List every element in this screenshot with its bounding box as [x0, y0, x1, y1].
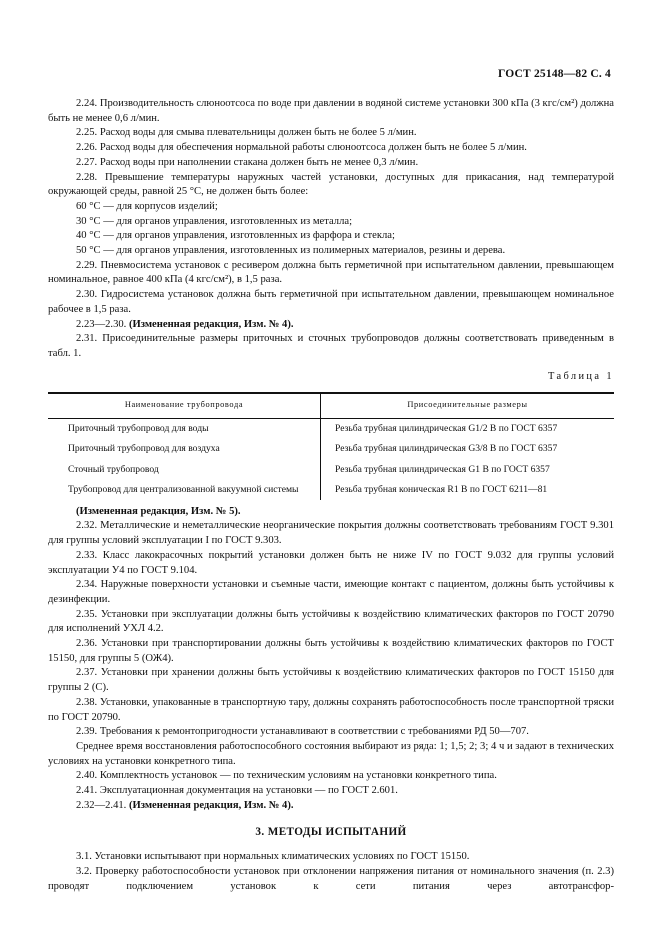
clause-paragraph: Среднее время восстановления работоспособного состояния выбирают из ряда: 1; 1,5; 2; 3; 4 ч и задают в технических условиях на установки конкретного типа. — [48, 740, 614, 767]
clause-paragraph: 2.38. Установки, упакованные в транспортную тару, должны сохранять работоспособность после транспортной тряски по ГОСТ 20790. — [48, 696, 614, 723]
table-row — [48, 460, 614, 480]
page-header: ГОСТ 25148—82 С. 4 — [498, 68, 611, 80]
clause-paragraph: 2.34. Наружные поверхности установки и съемные части, имеющие контакт с пациентом, должны быть устойчивы к дезинфекции. — [48, 579, 614, 605]
document-body — [48, 97, 614, 894]
clause-paragraph: 40 °С — для органов управления, изготовленных из фарфора и стекла; — [76, 230, 395, 242]
clause-paragraph: 30 °С — для органов управления, изготовленных из металла; — [76, 215, 353, 227]
table-cell-dimensions: Резьба трубная цилиндрическая G3/8 В по ГОСТ 6357 — [321, 439, 615, 459]
clauses-block-1 — [48, 97, 614, 362]
clauses-block-3 — [48, 850, 614, 894]
clause-paragraph: 2.30. Гидросистема установок должна быть герметичной при испытательном давлении, превышающем номинальное рабочее в 1,5 раза. — [48, 289, 614, 315]
table-cell-pipeline: Приточный трубопровод для воды — [68, 423, 209, 435]
clause-paragraph: 2.24. Производительность слюноотсоса по воде при давлении в водяной системе установки 300 кПа (3 кгс/см²) должна быть не менее 0,6 л/мин. — [48, 98, 614, 124]
table-cell-pipeline: Трубопровод для централизованной вакуумной системы — [68, 484, 299, 496]
clause-paragraph: 2.31. Присоединительные размеры приточных и сточных трубопроводов должны соответствовать приведенным в табл. 1. — [48, 333, 614, 359]
clause-paragraph: 2.36. Установки при транспортировании должны быть устойчивы к воздействию климатических факторов по ГОСТ 15150, для группы 5 (ОЖ4). — [48, 638, 614, 664]
table-cell-dimensions: Резьба трубная цилиндрическая G1/2 В по ГОСТ 6357 — [321, 419, 615, 440]
table-header-row — [48, 393, 614, 418]
clause-paragraph: (Измененная редакция, Изм. № 5). — [76, 505, 241, 517]
clause-paragraph: 2.25. Расход воды для смыва плевательницы должен быть не более 5 л/мин. — [76, 127, 417, 139]
table-cell-dimensions: Резьба трубная коническая R1 В по ГОСТ 6211—81 — [321, 480, 615, 499]
table-cell-dimensions: Резьба трубная цилиндрическая G1 В по ГОСТ 6357 — [321, 460, 615, 480]
clause-paragraph: 2.33. Класс лакокрасочных покрытий установки должен быть не ниже IV по ГОСТ 9.032 для группы условий эксплуатации У4 по ГОСТ 9.104. — [48, 549, 614, 576]
table-cell-pipeline: Приточный трубопровод для воздуха — [68, 443, 220, 455]
clause-paragraph: 50 °С — для органов управления, изготовленных из полимерных материалов, резины и дерева. — [76, 245, 506, 257]
clause-paragraph: 2.23—2.30. (Измененная редакция, Изм. № 4). — [76, 318, 294, 330]
table-row — [48, 480, 614, 499]
clause-paragraph: 2.35. Установки при эксплуатации должны быть устойчивы к воздействию климатических факторов по ГОСТ 20790 для исполнений УХЛ 4.2. — [48, 608, 614, 635]
table-row — [48, 419, 614, 440]
clause-paragraph: 3.1. Установки испытывают при нормальных климатических условиях по ГОСТ 15150. — [76, 851, 470, 863]
table-row — [48, 439, 614, 459]
clause-paragraph: 2.41. Эксплуатационная документация на установки — по ГОСТ 2.601. — [76, 785, 398, 797]
table-cell-pipeline: Сточный трубопровод — [68, 463, 159, 475]
clause-paragraph: 2.40. Комплектность установок — по техническим условиям на установки конкретного типа. — [76, 770, 497, 782]
clause-paragraph: 2.37. Установки при хранении должны быть устойчивы к воздействию климатических факторов по ГОСТ 15150 для группы 2 (С). — [48, 667, 614, 694]
table-header-dimensions: Присоединительные размеры — [321, 393, 615, 418]
clause-paragraph: 2.29. Пневмосистема установок с ресивером должна быть герметичной при испытательном давлении, превышающем номинальное, равное 400 кПа (4 кгс/см²), в 1,5 раза. — [48, 259, 614, 286]
clause-paragraph: 60 °С — для корпусов изделий; — [76, 200, 218, 212]
clause-paragraph: 3.2. Проверку работоспособности установок при отклонении напряжения питания от номинального значения (п. 2.3) проводят подключением установок к сети питания через автотрансфор- — [48, 865, 614, 892]
pipeline-table — [48, 392, 614, 499]
table-caption: Таблица 1 — [547, 370, 614, 382]
clauses-block-2 — [48, 505, 614, 814]
clause-paragraph: 2.32. Металлические и неметаллические неорганические покрытия должны соответствовать требованиям ГОСТ 9.301 для группы условий эксплуатации I по ГОСТ 9.303. — [48, 520, 614, 547]
clause-paragraph: 2.26. Расход воды для обеспечения нормальной работы слюноотсоса должен быть не более 5 л/мин. — [76, 142, 527, 154]
table-header-pipeline: Наименование трубопровода — [48, 393, 321, 418]
clause-paragraph: 2.27. Расход воды при наполнении стакана должен быть не менее 0,3 л/мин. — [76, 156, 419, 168]
section-title: 3. МЕТОДЫ ИСПЫТАНИЙ — [255, 826, 407, 839]
clause-paragraph: 2.39. Требования к ремонтопригодности устанавливают в соответствии с требованиями РД 50—707. — [76, 726, 529, 738]
clause-paragraph: 2.28. Превышение температуры наружных частей установки, доступных для прикасания, над температурой окружающей среды, равной 25 °С, не должен быть более: — [48, 171, 614, 198]
clause-paragraph: 2.32—2.41. (Измененная редакция, Изм. № 4). — [76, 799, 294, 811]
